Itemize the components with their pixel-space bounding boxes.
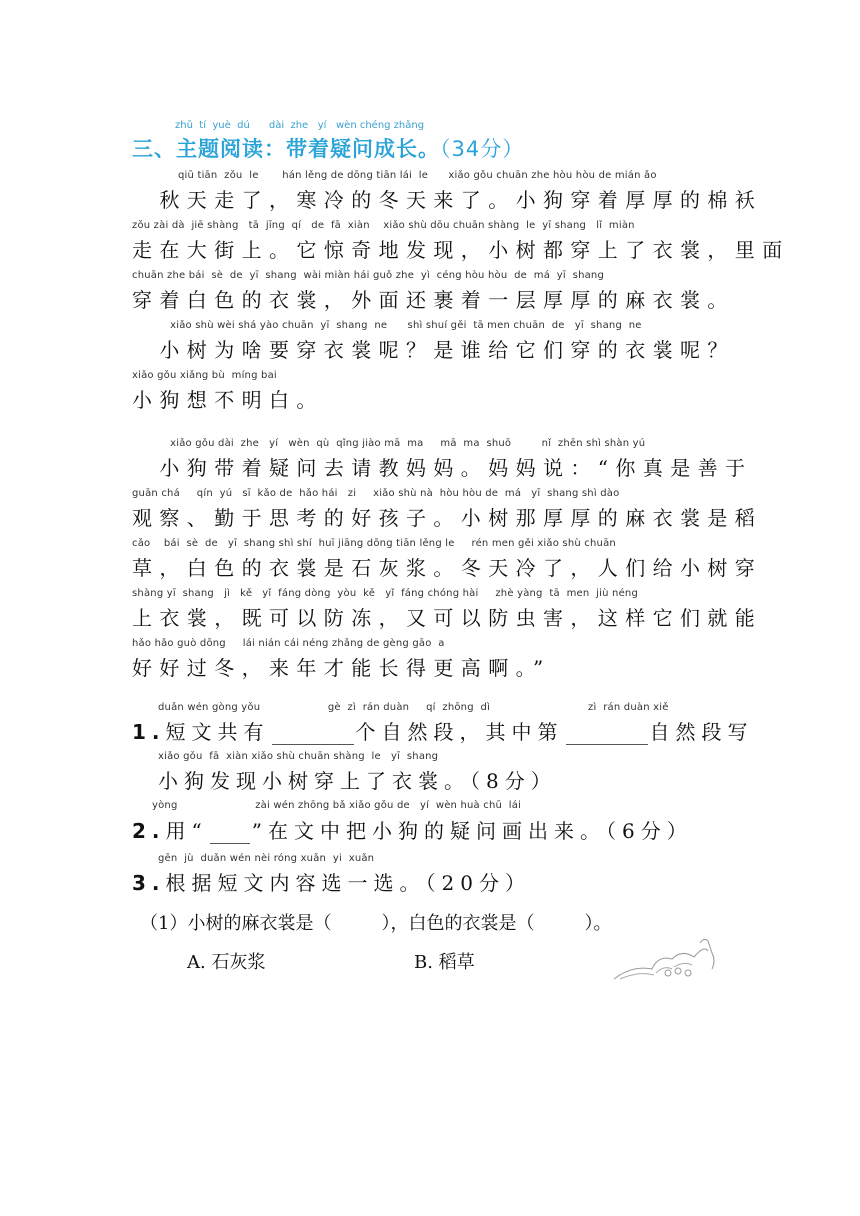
passage-pinyin-8: cǎo bái sè de yī shang shì shí huī jiāng dōng tiān lěng le rén men gěi xiǎo shù chuān [132, 538, 616, 549]
passage-line-6: 小狗带着疑问去请教妈妈。妈妈说：“你真是善于 [132, 456, 753, 480]
q1-pinyin-2: xiǎo gǒu fā xiàn xiǎo shù chuān shàng le yī shang [158, 751, 439, 762]
passage-line-2: 走在大街上。它惊奇地发现，小树都穿上了衣裳，里面 [132, 238, 790, 262]
q1-line-2: 小狗发现小树穿上了衣裳。（8分） [158, 769, 557, 793]
q3-sub1-c: ）。 [584, 913, 612, 934]
passage-line-10: 好好过冬，来年才能长得更高啊。” [132, 656, 551, 680]
option-b[interactable]: B. 稻草 [414, 952, 475, 973]
passage-line-8: 草，白色的衣裳是石灰浆。冬天冷了，人们给小树穿 [132, 556, 763, 580]
q1-text-b: 个自然段，其中第 [355, 720, 564, 744]
q2-text-b: ”在文中把小狗的疑问画出来。（6分） [251, 819, 693, 843]
passage-line-7: 观察、勤于思考的好孩子。小树那厚厚的麻衣裳是稻 [132, 506, 763, 530]
passage-pinyin-2: zǒu zài dà jiē shàng tā jīng qí de fā xiàn xiǎo shù dōu chuān shàng le yī shang lǐ miàn [132, 220, 635, 231]
q3-pinyin: gēn jù duǎn wén nèi róng xuǎn yi xuǎn [158, 853, 375, 864]
q3-number: 3. [132, 871, 166, 895]
title-pinyin: zhǔ tí yuè dú dài zhe yí wèn chéng zhǎng [175, 120, 425, 131]
q3-sub-1 [140, 909, 611, 935]
q3-sub1-a: （1）小树的麻衣裳是（ [140, 913, 332, 934]
passage-line-3: 穿着白色的衣裳，外面还裹着一层厚厚的麻衣裳。 [132, 288, 735, 312]
passage-pinyin-4: xiǎo shù wèi shá yào chuān yī shang ne shì shuí gěi tā men chuān de yī shang ne [160, 320, 642, 331]
passage-line-1: 秋天走了，寒冷的冬天来了。小狗穿着厚厚的棉袄 [132, 188, 763, 212]
passage-pinyin-3: chuān zhe bái sè de yī shang wài miàn hái guǒ zhe yì céng hòu hòu de má yī shang [132, 270, 605, 281]
q2-pinyin: yòng zài wén zhōng bǎ xiǎo gǒu de yí wèn huà chū lái [152, 800, 522, 811]
question-1 [132, 716, 754, 745]
q1-text-a: 短文共有 [165, 720, 270, 744]
q1-blank-paragraph[interactable] [566, 726, 648, 745]
passage-pinyin-10: hǎo hǎo guò dōng lái nián cái néng zhǎng de gèng gāo a [132, 638, 445, 649]
q2-blank-line[interactable] [210, 825, 250, 844]
q3-sub1-b: ），白色的衣裳是（ [381, 913, 535, 934]
passage-pinyin-6: xiǎo gǒu dài zhe yí wèn qù qǐng jiào mā ma mā ma shuō nǐ zhēn shì shàn yú [160, 438, 646, 449]
option-a[interactable]: A. 石灰浆 [187, 952, 266, 973]
section-title [132, 133, 524, 163]
decorative-cloud-icon [612, 935, 722, 985]
q1-text-c: 自然段写 [649, 720, 754, 744]
q2-text-a: 用“ [165, 819, 208, 843]
section-score: （34分） [440, 137, 525, 161]
q1-number: 1. [132, 720, 166, 744]
question-2 [132, 815, 693, 844]
passage-pinyin-7: guān chá qín yú sī kǎo de hǎo hái zi xiǎo shù nà hòu hòu de má yī shang shì dào [132, 488, 620, 499]
passage-pinyin-9: shàng yī shang jì kě yǐ fáng dòng yòu kě yǐ fáng chóng hài zhè yàng tā men jiù néng [132, 588, 639, 599]
passage-line-4: 小树为啥要穿衣裳呢？是谁给它们穿的衣裳呢？ [132, 338, 735, 362]
q1-blank-count[interactable] [272, 726, 354, 745]
q2-number: 2. [132, 819, 166, 843]
q3-text: 根据短文内容选一选。（20分） [165, 871, 531, 895]
passage-line-5: 小狗想不明白。 [132, 388, 324, 412]
section-title-text: 三、主题阅读：带着疑问成长。 [132, 137, 440, 161]
passage-pinyin-1: qiū tiān zǒu le hán lěng de dōng tiān lái le xiǎo gǒu chuān zhe hòu hòu de mián ǎo [178, 170, 657, 181]
passage-line-9: 上衣裳，既可以防冻，又可以防虫害，这样它们就能 [132, 606, 763, 630]
passage-pinyin-5: xiǎo gǒu xiǎng bù míng bai [132, 370, 277, 381]
q1-pinyin: duǎn wén gòng yǒu gè zì rán duàn qí zhōng dì zì rán duàn xiě [158, 702, 669, 713]
question-3 [132, 867, 531, 896]
